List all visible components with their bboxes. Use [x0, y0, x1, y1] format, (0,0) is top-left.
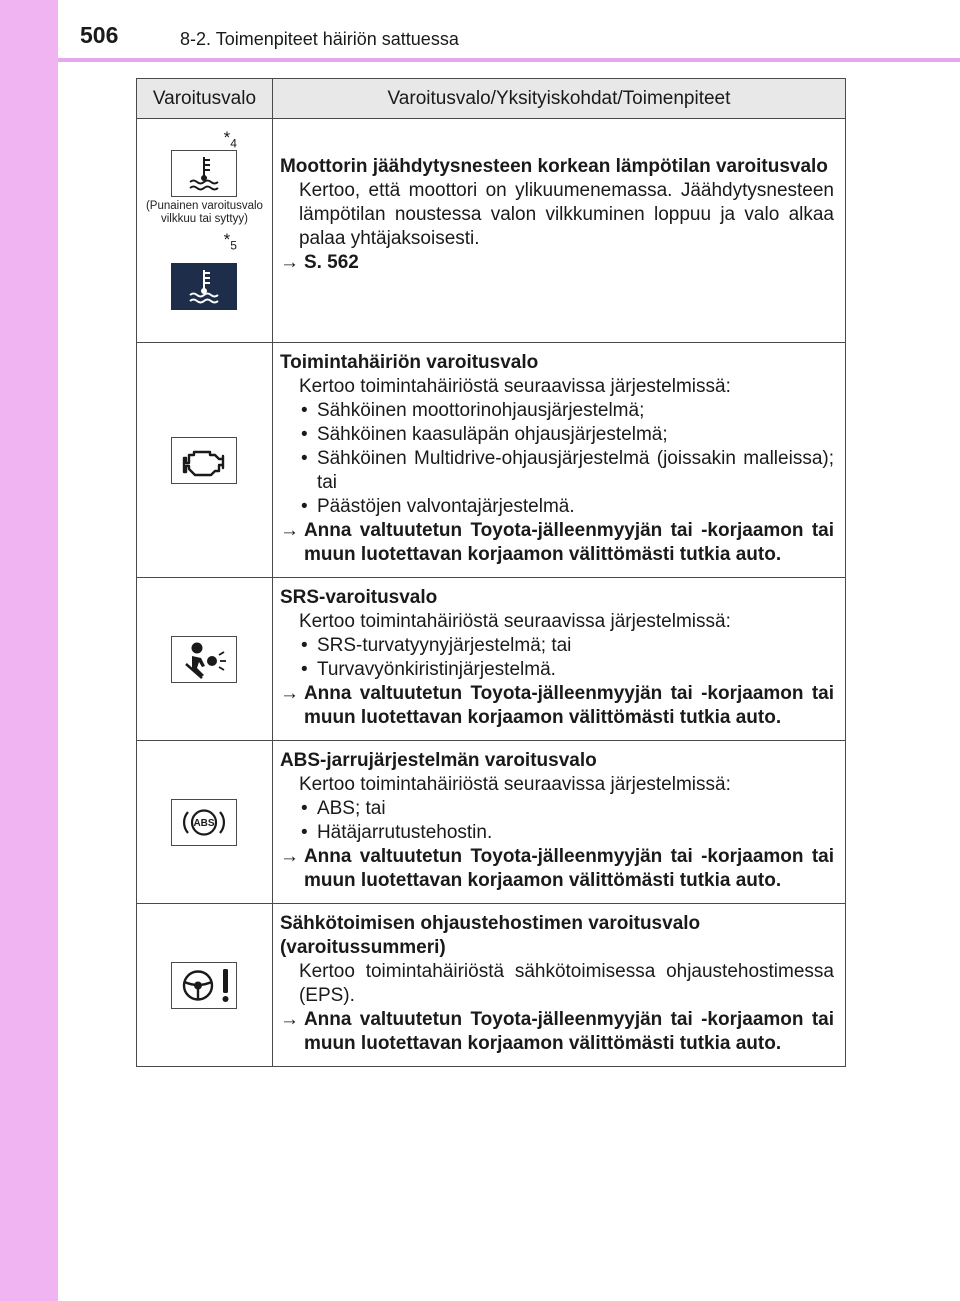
details-cell	[272, 741, 845, 904]
arrow-icon: →	[279, 846, 299, 867]
abs-icon	[171, 799, 237, 846]
column-header-details: Varoitusvalo/Yksityiskohdat/Toimenpiteet	[272, 79, 845, 119]
table-row	[137, 343, 846, 578]
arrow-icon: →	[279, 252, 299, 273]
table-row	[137, 741, 846, 904]
list-item: • ABS; tai	[299, 797, 834, 821]
footnote-marker: $*_4$	[223, 128, 237, 151]
list-item: • Sähköinen kaasuläpän ohjausjärjestelmä;	[299, 423, 834, 447]
coolant-temperature-icon	[171, 150, 237, 197]
warning-light-table	[136, 78, 846, 1067]
list-item: • SRS-turvatyynyjärjestelmä; tai	[299, 634, 834, 658]
list-item: • Turvavyönkiristinjärjestelmä.	[299, 658, 834, 682]
warning-description: Kertoo toimintahäiriöstä sähkötoimisessa ohjaustehostimessa (EPS).	[298, 961, 834, 1006]
airbag-icon	[171, 636, 237, 683]
action-text: Anna valtuutetun Toyota-jälleenmyyjän tai -korjaamon tai muun luotettavan korjaamon välittömästi tutkia auto.	[303, 1009, 834, 1054]
details-cell	[272, 904, 845, 1067]
warning-description: Kertoo toimintahäiriöstä seuraavissa järjestelmissä:	[298, 376, 731, 397]
list-item: • Päästöjen valvontajärjestelmä.	[299, 495, 834, 519]
page-reference-link[interactable]: S. 562	[303, 252, 359, 273]
warning-description: Kertoo toimintahäiriöstä seuraavissa järjestelmissä:	[298, 611, 731, 632]
check-engine-icon	[171, 437, 237, 484]
table-header-row	[137, 79, 846, 119]
footnote-marker: $*_5$	[223, 230, 237, 253]
action-text: Anna valtuutetun Toyota-jälleenmyyjän tai -korjaamon tai muun luotettavan korjaamon välittömästi tutkia auto.	[303, 520, 834, 565]
list-item: • Sähköinen Multidrive-ohjausjärjestelmä (joissakin malleissa); tai	[299, 447, 834, 495]
system-list	[280, 797, 834, 845]
warning-title: Sähkötoimisen ohjaustehostimen varoitusvalo (varoitussummeri)	[279, 913, 701, 958]
warning-title: Moottorin jäähdytysnesteen korkean lämpötilan varoitusvalo	[279, 156, 828, 177]
icon-cell	[137, 904, 273, 1067]
action-text: Anna valtuutetun Toyota-jälleenmyyjän tai -korjaamon tai muun luotettavan korjaamon välittömästi tutkia auto.	[303, 683, 834, 728]
header-rule	[58, 58, 960, 62]
coolant-temperature-icon-lit	[171, 263, 237, 310]
icon-cell	[137, 578, 273, 741]
table-row	[137, 119, 846, 343]
column-header-light: Varoitusvalo	[137, 79, 273, 119]
warning-action	[280, 682, 834, 730]
action-text: Anna valtuutetun Toyota-jälleenmyyjän tai -korjaamon tai muun luotettavan korjaamon välittömästi tutkia auto.	[303, 846, 834, 891]
warning-title: SRS-varoitusvalo	[279, 587, 438, 608]
details-cell	[272, 578, 845, 741]
table-row	[137, 904, 846, 1067]
system-list	[280, 634, 834, 682]
icon-cell	[137, 119, 273, 343]
icon-caption: (Punainen varoitusvalo vilkkuu tai syttyy)	[145, 200, 263, 226]
page-header	[58, 0, 960, 60]
warning-title: Toimintahäiriön varoitusvalo	[279, 352, 539, 373]
arrow-icon: →	[279, 520, 299, 541]
system-list	[280, 399, 834, 519]
details-cell	[272, 119, 845, 343]
table-row	[137, 578, 846, 741]
warning-description: Kertoo, että moottori on ylikuumenemassa. Jäähdytysnesteen lämpötilan noustessa valon vilkkuminen loppuu ja valo alkaa palaa yhtäjaksoisesti.	[298, 180, 834, 249]
arrow-icon: →	[279, 1009, 299, 1030]
warning-action	[280, 251, 834, 275]
list-item: • Hätäjarrutustehostin.	[299, 821, 834, 845]
arrow-icon: →	[279, 683, 299, 704]
chapter-sidebar	[0, 0, 58, 1301]
section-title: 8-2. Toimenpiteet häiriön sattuessa	[180, 29, 459, 49]
page-number: 506	[80, 22, 119, 48]
abs-icon-label: ABS	[193, 817, 216, 829]
warning-action	[280, 519, 834, 567]
warning-action	[280, 845, 834, 893]
warning-action	[280, 1008, 834, 1056]
icon-cell	[137, 741, 273, 904]
icon-cell	[137, 343, 273, 578]
warning-title: ABS-jarrujärjestelmän varoitusvalo	[279, 750, 597, 771]
list-item: • Sähköinen moottorinohjausjärjestelmä;	[299, 399, 834, 423]
warning-description: Kertoo toimintahäiriöstä seuraavissa järjestelmissä:	[298, 774, 731, 795]
power-steering-warning-icon	[171, 962, 237, 1009]
details-cell	[272, 343, 845, 578]
